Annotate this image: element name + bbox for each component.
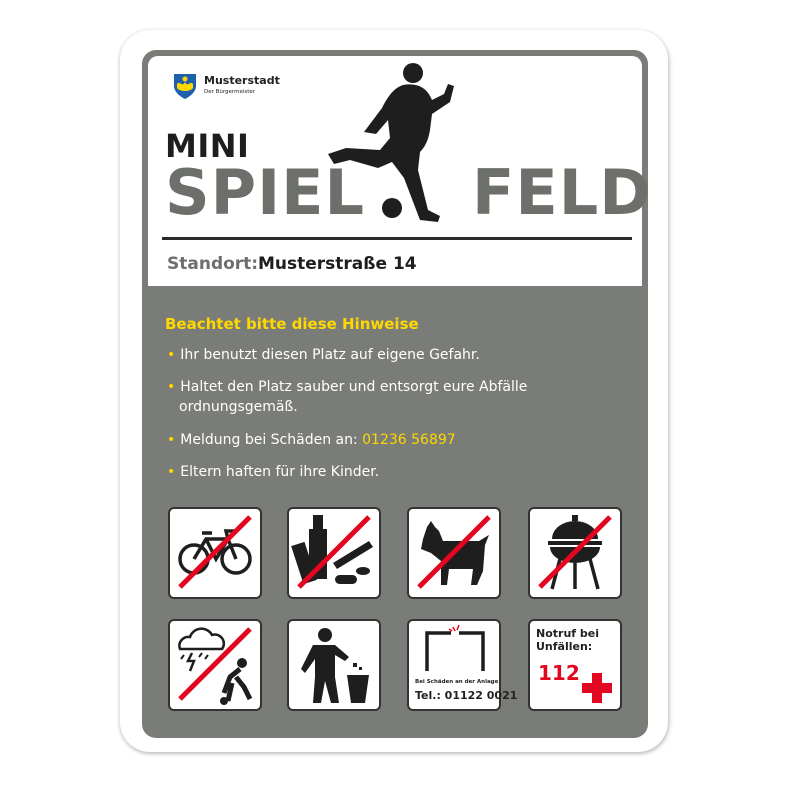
municipality-subtitle: Der Bürgermeister — [204, 89, 256, 95]
pictogram-tile — [528, 619, 622, 711]
title-spiel: SPIEL — [165, 156, 366, 229]
emergency-label: Notruf bei Unfällen: — [536, 627, 599, 653]
municipality-name: Musterstadt — [204, 74, 280, 87]
location-label: Standort: — [167, 254, 259, 274]
no-alcohol-drugs-icon — [289, 509, 379, 597]
use-bin-icon — [289, 621, 379, 709]
no-barbecue-icon — [530, 509, 620, 597]
pictogram-tile — [528, 507, 622, 599]
title-feld: FELD — [472, 156, 652, 229]
emergency-number: 112 — [538, 661, 580, 685]
pictogram-tile — [407, 619, 518, 711]
note-text: Eltern haften für ihre Kinder. — [180, 464, 380, 480]
note-item — [167, 377, 527, 417]
pictogram-tile — [168, 619, 262, 711]
bullet-icon: • — [167, 432, 176, 448]
location-value: Musterstraße 14 — [258, 254, 417, 274]
red-cross-icon — [530, 621, 620, 709]
header-rule — [162, 237, 632, 240]
bullet-icon: • — [167, 464, 176, 480]
bullet-icon: • — [167, 379, 176, 395]
damage-report-phone: Tel.: 01122 0021 — [415, 689, 518, 702]
pictogram-tile — [287, 619, 381, 711]
note-item — [167, 430, 456, 450]
no-bicycles-icon — [170, 509, 260, 597]
damage-report-text: Bei Schäden an der Anlage: — [415, 679, 501, 685]
note-item — [167, 462, 379, 482]
notes-heading: Beachtet bitte diese Hinweise — [165, 315, 419, 333]
note-text: Meldung bei Schäden an: — [180, 432, 358, 448]
title-mini: MINI — [165, 127, 250, 165]
no-dogs-icon — [409, 509, 499, 597]
no-play-in-thunderstorm-icon — [170, 621, 260, 709]
note-item — [167, 345, 480, 365]
note-text: Ihr benutzt diesen Platz auf eigene Gefahr. — [180, 347, 480, 363]
town-crest-icon — [172, 72, 198, 100]
damage-phone-number: 01236 56897 — [362, 432, 456, 448]
note-text: Haltet den Platz sauber und entsorgt eure Abfälle — [180, 379, 528, 395]
pictogram-tile — [287, 507, 381, 599]
football-player-icon — [320, 60, 480, 235]
note-text-continued: ordnungsgemäß. — [179, 399, 298, 415]
pictogram-tile — [168, 507, 262, 599]
bullet-icon: • — [167, 347, 176, 363]
pictogram-tile — [407, 507, 501, 599]
